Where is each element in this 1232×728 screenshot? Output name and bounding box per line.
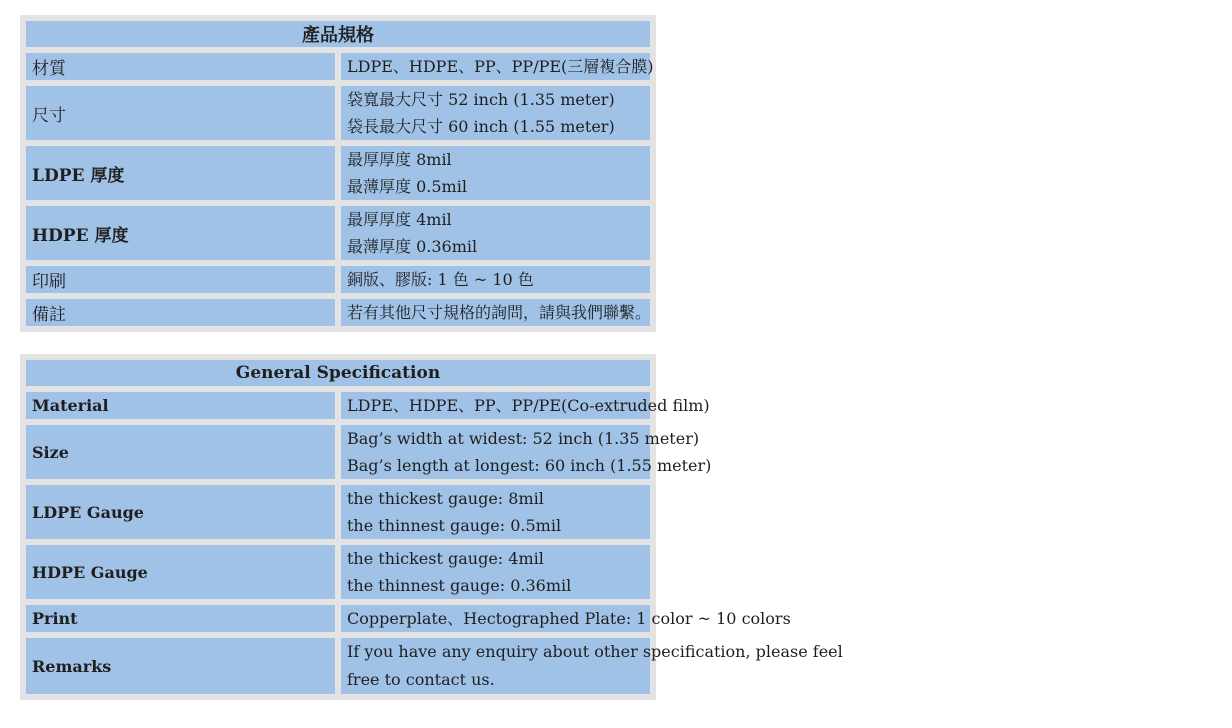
row-value-material [341,53,654,80]
table-row [26,266,650,293]
value-line: free to contact us. [347,670,495,689]
table-row [26,392,650,419]
table-row [26,146,650,200]
value-line: If you have any enquiry about other specification, please feel [347,642,843,661]
value-line: the thickest gauge: 8mil [347,489,544,508]
table-title: General Specification [26,360,650,386]
row-label-ldpe-gauge: LDPE Gauge [26,485,335,539]
value-line: 袋寬最大尺寸 52 inch (1.35 meter) [347,90,615,109]
row-label-print: 印刷 [26,266,335,293]
table-row [26,485,650,539]
table-row [26,638,650,694]
row-label-hdpe-thickness: HDPE 厚度 [26,206,335,260]
row-label-material: Material [26,392,335,419]
row-value-hdpe-thickness [341,206,650,260]
value-line: 最厚厚度 8mil [347,150,452,169]
row-label-print: Print [26,605,335,632]
row-value-print [341,266,650,293]
value-line: 銅版、膠版: 1 色 ~ 10 色 [347,270,534,289]
table-title-row [26,360,650,386]
value-line: the thickest gauge: 4mil [347,549,544,568]
value-line: 最薄厚度 0.5mil [347,177,467,196]
value-line: 最薄厚度 0.36mil [347,237,478,256]
spec-table-chinese [20,15,656,332]
value-line: 若有其他尺寸規格的詢問，請與我們聯繫。 [347,303,652,322]
row-label-hdpe-gauge: HDPE Gauge [26,545,335,599]
row-value-size [341,86,650,140]
table-row [26,425,650,479]
row-label-material: 材質 [26,53,335,80]
row-label-ldpe-thickness: LDPE 厚度 [26,146,335,200]
row-value-remarks [341,638,843,694]
table-row [26,299,650,326]
value-line: 袋長最大尺寸 60 inch (1.55 meter) [347,117,615,136]
value-line: the thinnest gauge: 0.36mil [347,576,572,595]
row-label-remarks: 備註 [26,299,335,326]
table-row [26,86,650,140]
row-value-print [341,605,791,632]
row-value-remarks [341,299,650,326]
row-label-size: Size [26,425,335,479]
row-value-material [341,392,710,419]
row-value-size [341,425,712,479]
row-label-remarks: Remarks [26,638,335,694]
table-title-row [26,21,650,47]
value-line: Bag’s length at longest: 60 inch (1.55 meter) [347,456,712,475]
table-title: 產品規格 [26,21,650,47]
value-line: the thinnest gauge: 0.5mil [347,516,562,535]
table-row [26,545,650,599]
spec-table-english [20,354,843,700]
value-line: LDPE、HDPE、PP、PP/PE(Co-extruded film) [347,396,710,415]
row-value-ldpe-thickness [341,146,650,200]
value-line: LDPE、HDPE、PP、PP/PE(三層複合膜) [347,57,654,76]
row-label-size: 尺寸 [26,86,335,140]
value-line: 最厚厚度 4mil [347,210,452,229]
table-row [26,53,650,80]
table-row [26,206,650,260]
table-row [26,605,650,632]
value-line: Bag’s width at widest: 52 inch (1.35 meter) [347,429,700,448]
row-value-ldpe-gauge [341,485,650,539]
row-value-hdpe-gauge [341,545,650,599]
value-line: Copperplate、Hectographed Plate: 1 color ~ 10 colors [347,609,791,628]
